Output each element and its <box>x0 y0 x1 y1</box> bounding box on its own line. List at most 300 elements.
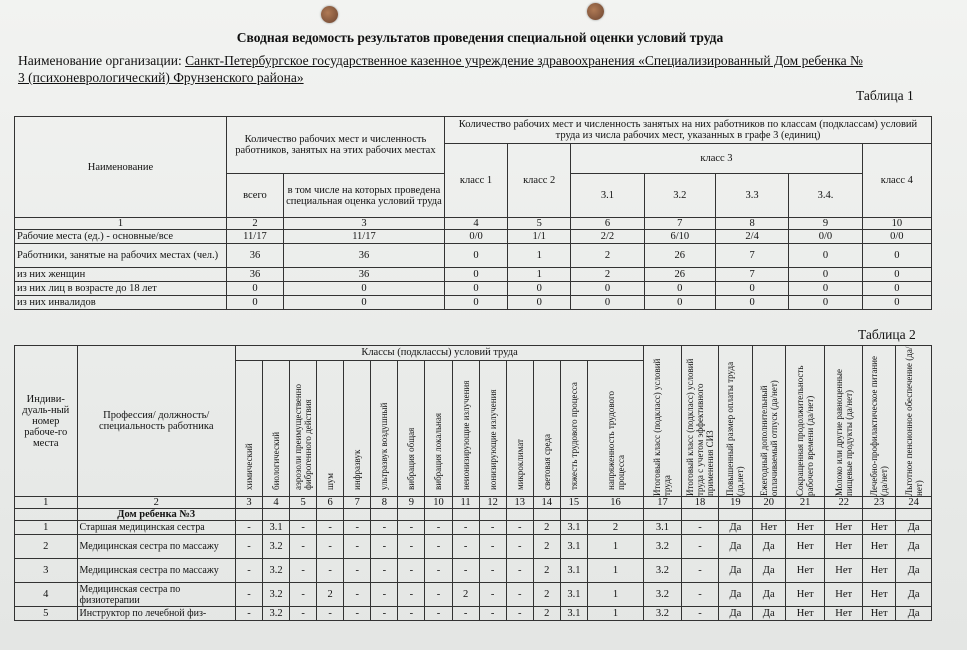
t2-col-number: 1 <box>15 497 78 509</box>
t2-cell: 3.2 <box>262 559 289 583</box>
t2-section-empty <box>317 509 344 521</box>
t2-section-empty <box>681 509 719 521</box>
org-name-2: 3 (психоневрологический) Фрунзенского района» <box>18 70 304 85</box>
t2-cell: Нет <box>825 607 863 621</box>
t2-cell: 2 <box>587 521 643 535</box>
t1-cell: 0 <box>644 296 715 310</box>
t2-cell: 2 <box>533 521 560 535</box>
t2-col-number: 22 <box>825 497 863 509</box>
t2-id-cell: 1 <box>15 521 78 535</box>
t2-cell: Да <box>719 521 752 535</box>
t2-cell: - <box>479 535 506 559</box>
t2-col-number: 14 <box>533 497 560 509</box>
t1-cell: 0 <box>508 282 571 296</box>
t2-cell: Нет <box>825 559 863 583</box>
t2-h-extra <box>681 346 719 497</box>
t2-h-profession: Профессия/ должность/ специальность работника <box>77 346 235 497</box>
t2-cell: Нет <box>785 583 825 607</box>
t2-section-empty <box>587 509 643 521</box>
t2-h-factor <box>317 360 344 496</box>
t1-cell: 1 <box>508 244 571 268</box>
t2-col-number: 10 <box>425 497 452 509</box>
t2-cell: Нет <box>862 535 895 559</box>
t2-col-number: 12 <box>479 497 506 509</box>
t1-cell: 0/0 <box>444 230 507 244</box>
t2-cell: - <box>398 521 425 535</box>
t1-row <box>15 282 932 296</box>
t2-section-empty <box>785 509 825 521</box>
t1-cell: 0 <box>789 268 862 282</box>
t2-cell: 1 <box>587 559 643 583</box>
t2-id-cell: 5 <box>15 607 78 621</box>
t1-cell: 2 <box>571 268 644 282</box>
t2-profession-cell: Старшая медицинская сестра <box>77 521 235 535</box>
t1-h-3-2: 3.2 <box>644 174 715 218</box>
t2-cell: - <box>681 607 719 621</box>
t2-cell: - <box>371 559 398 583</box>
t1-col-number: 4 <box>444 218 507 230</box>
t2-cell: 3.1 <box>560 521 587 535</box>
t2-h-factor-text: аэрозоли преимущественно фиброгенного действия <box>293 384 314 491</box>
t2-cell: Да <box>896 521 932 535</box>
organization-line <box>18 52 928 86</box>
t2-section-empty <box>452 509 479 521</box>
t2-h-factor-text: вибрация локальная <box>433 413 444 491</box>
t1-cell: 6/10 <box>644 230 715 244</box>
t2-col-number: 23 <box>862 497 895 509</box>
t2-section-empty <box>896 509 932 521</box>
binder-hole <box>587 3 604 20</box>
t2-col-number: 20 <box>752 497 785 509</box>
t1-cell: 2/2 <box>571 230 644 244</box>
t2-cell: Да <box>719 583 752 607</box>
t2-cell: - <box>506 583 533 607</box>
t2-cell: - <box>398 559 425 583</box>
t2-cell: Нет <box>862 559 895 583</box>
t2-h-extra <box>644 346 682 497</box>
t2-section-empty <box>262 509 289 521</box>
t2-h-factor-text: напряженность трудового процесса <box>605 391 626 491</box>
t1-h-total: всего <box>226 174 283 218</box>
t2-cell: - <box>681 559 719 583</box>
t2-h-extra-text: Льготное пенсионное обеспечение (да/нет) <box>903 346 924 496</box>
t2-row <box>15 521 932 535</box>
t2-section-empty <box>398 509 425 521</box>
t2-section-empty <box>560 509 587 521</box>
t2-cell: - <box>479 521 506 535</box>
t1-row-label: Работники, занятые на рабочих местах (чел.) <box>15 244 227 268</box>
t2-h-extra-text: Сокращенная продолжительность рабочего времени (да/нет) <box>795 365 816 496</box>
t1-col-number: 1 <box>15 218 227 230</box>
t2-col-number: 24 <box>896 497 932 509</box>
t2-cell: 2 <box>317 583 344 607</box>
t2-cell: Нет <box>862 521 895 535</box>
t2-cell: Да <box>719 559 752 583</box>
t2-h-extra <box>862 346 895 497</box>
summary-table-1 <box>14 116 932 310</box>
t2-row <box>15 583 932 607</box>
t2-cell: - <box>290 559 317 583</box>
t2-cell: Да <box>752 583 785 607</box>
t2-h-extra-text: Итоговый класс (подкласс) условий труда с учетом эффективного применения СИЗ <box>684 358 715 496</box>
t2-cell: - <box>344 521 371 535</box>
t2-cell: Да <box>752 535 785 559</box>
t1-cell: 0 <box>789 244 862 268</box>
t1-cell: 0 <box>715 296 788 310</box>
t2-row <box>15 607 932 621</box>
t2-cell: - <box>479 607 506 621</box>
t1-row-label: из них лиц в возрасте до 18 лет <box>15 282 227 296</box>
t2-col-number: 7 <box>344 497 371 509</box>
table2-label: Таблица 2 <box>858 327 916 342</box>
t1-row <box>15 296 932 310</box>
t1-cell: 0 <box>862 296 931 310</box>
t1-cell: 0 <box>283 282 444 296</box>
t2-section-empty <box>862 509 895 521</box>
t2-cell: Нет <box>862 607 895 621</box>
t2-cell: - <box>344 559 371 583</box>
t2-h-factor <box>506 360 533 496</box>
t2-cell: - <box>425 559 452 583</box>
t2-cell: 1 <box>587 583 643 607</box>
t2-col-number: 19 <box>719 497 752 509</box>
t2-cell: - <box>681 521 719 535</box>
t1-row-label: из них женщин <box>15 268 227 282</box>
t2-cell: 3.2 <box>644 559 682 583</box>
t2-section-empty <box>425 509 452 521</box>
t2-col-number: 17 <box>644 497 682 509</box>
t2-cell: - <box>425 521 452 535</box>
t2-col-number: 21 <box>785 497 825 509</box>
table1-label: Таблица 1 <box>856 88 914 103</box>
t2-h-extra <box>896 346 932 497</box>
t2-col-number: 11 <box>452 497 479 509</box>
t1-cell: 0 <box>226 282 283 296</box>
t2-cell: 3.1 <box>644 521 682 535</box>
t2-cell: - <box>371 535 398 559</box>
t2-cell: Нет <box>825 535 863 559</box>
t2-h-factor <box>452 360 479 496</box>
t1-cell: 0 <box>862 244 931 268</box>
t2-h-factor-text: световая среда <box>541 434 552 491</box>
t1-h-3-3: 3.3 <box>715 174 788 218</box>
t2-cell: 2 <box>452 583 479 607</box>
t1-col-number: 9 <box>789 218 862 230</box>
t2-cell: - <box>425 583 452 607</box>
t1-cell: 36 <box>226 268 283 282</box>
t2-cell: Нет <box>862 583 895 607</box>
t2-cell: - <box>479 583 506 607</box>
t1-h-3-1: 3.1 <box>571 174 644 218</box>
t2-cell: Нет <box>752 521 785 535</box>
t2-h-extra-text: Молоко или другие равноценные пищевые продукты (да/нет) <box>833 369 854 496</box>
t1-cell: 0 <box>571 296 644 310</box>
t2-col-number: 5 <box>290 497 317 509</box>
t2-h-extra-text: Повышенный размер оплаты труда (да,нет) <box>725 361 746 496</box>
t2-h-factor <box>587 360 643 496</box>
t1-h-3-4: 3.4. <box>789 174 862 218</box>
t2-col-number: 18 <box>681 497 719 509</box>
t2-h-factor <box>371 360 398 496</box>
t1-cell: 0 <box>789 296 862 310</box>
t2-section-empty <box>235 509 262 521</box>
t2-h-factor <box>533 360 560 496</box>
t2-cell: - <box>290 583 317 607</box>
t1-cell: 26 <box>644 244 715 268</box>
t2-cell: Да <box>896 583 932 607</box>
t2-section-empty <box>290 509 317 521</box>
t2-cell: 3.2 <box>262 535 289 559</box>
t1-col-number: 5 <box>508 218 571 230</box>
t2-cell: 3.2 <box>262 583 289 607</box>
t1-h-class4: класс 4 <box>862 144 931 218</box>
t1-cell: 0 <box>715 282 788 296</box>
t2-cell: Нет <box>825 521 863 535</box>
t2-row <box>15 559 932 583</box>
t1-cell: 0 <box>644 282 715 296</box>
t1-cell: 0 <box>571 282 644 296</box>
t2-cell: Нет <box>785 535 825 559</box>
t2-section-empty <box>479 509 506 521</box>
t2-h-factor <box>398 360 425 496</box>
t2-cell: - <box>235 521 262 535</box>
t1-cell: 0 <box>444 268 507 282</box>
t2-col-number: 8 <box>371 497 398 509</box>
t2-cell: Да <box>752 607 785 621</box>
t1-h-name: Наименование <box>15 117 227 218</box>
t1-h-assessed: в том числе на которых проведена специальная оценка условий труда <box>283 174 444 218</box>
t2-h-factor <box>262 360 289 496</box>
t2-cell: 2 <box>533 583 560 607</box>
t2-h-factor <box>344 360 371 496</box>
t2-col-number: 15 <box>560 497 587 509</box>
t1-cell: 2/4 <box>715 230 788 244</box>
t2-h-factor <box>235 360 262 496</box>
t2-cell: Да <box>896 535 932 559</box>
t2-h-factor <box>425 360 452 496</box>
t1-cell: 0 <box>444 282 507 296</box>
t2-section-empty <box>719 509 752 521</box>
t2-h-extra <box>785 346 825 497</box>
t2-cell: Нет <box>785 521 825 535</box>
t1-cell: 0 <box>862 268 931 282</box>
t1-cell: 36 <box>283 244 444 268</box>
t2-cell: - <box>317 535 344 559</box>
t2-h-id: Индиви-дуаль-ный номер рабоче-го места <box>15 346 78 497</box>
t2-cell: Да <box>896 607 932 621</box>
t1-cell: 0/0 <box>789 230 862 244</box>
org-name-1: Санкт-Петербургское государственное казенное учреждение здравоохранения «Специализированный Дом ребенка № <box>185 53 863 68</box>
t1-h-class3: класс 3 <box>571 144 862 174</box>
t2-h-factor-text: микроклимат <box>514 439 525 491</box>
t2-cell: - <box>398 535 425 559</box>
t1-cell: 0 <box>508 296 571 310</box>
t2-h-extra <box>825 346 863 497</box>
t2-col-number: 2 <box>77 497 235 509</box>
binder-hole <box>321 6 338 23</box>
t2-cell: - <box>317 607 344 621</box>
t1-cell: 0/0 <box>862 230 931 244</box>
t1-row <box>15 268 932 282</box>
t2-cell: Да <box>896 559 932 583</box>
t2-section-empty <box>344 509 371 521</box>
t2-cell: - <box>398 607 425 621</box>
t2-section-empty <box>371 509 398 521</box>
t2-cell: - <box>344 535 371 559</box>
t2-cell: - <box>479 559 506 583</box>
t2-cell: - <box>452 521 479 535</box>
t2-section-empty <box>15 509 78 521</box>
t2-cell: Да <box>752 559 785 583</box>
t2-h-extra-text: Ежегодный дополнительный оплачиваемый отпуск (да/нет) <box>758 380 779 496</box>
t2-profession-cell: Инструктор по лечебной физ- <box>77 607 235 621</box>
t2-cell: - <box>344 607 371 621</box>
t1-cell: 11/17 <box>283 230 444 244</box>
t1-row <box>15 244 932 268</box>
t1-cell: 1/1 <box>508 230 571 244</box>
t2-h-classes: Классы (подклассы) условий труда <box>235 346 643 361</box>
t2-cell: - <box>371 607 398 621</box>
t2-cell: - <box>371 583 398 607</box>
t1-cell: 26 <box>644 268 715 282</box>
t2-section-row <box>15 509 932 521</box>
t2-cell: 3.2 <box>644 583 682 607</box>
t1-cell: 0 <box>283 296 444 310</box>
t2-cell: - <box>398 583 425 607</box>
t1-cell: 0 <box>444 244 507 268</box>
t1-cell: 0 <box>862 282 931 296</box>
org-label: Наименование организации: <box>18 53 186 68</box>
t2-h-factor-text: ультразвук воздушный <box>379 403 390 491</box>
t2-profession-cell: Медицинская сестра по массажу <box>77 559 235 583</box>
t2-cell: - <box>506 607 533 621</box>
t2-col-number: 16 <box>587 497 643 509</box>
t2-col-number: 3 <box>235 497 262 509</box>
t2-id-cell: 2 <box>15 535 78 559</box>
t1-col-number: 8 <box>715 218 788 230</box>
t2-cell: - <box>506 559 533 583</box>
t2-cell: - <box>506 535 533 559</box>
t2-cell: - <box>452 535 479 559</box>
t2-cell: - <box>506 521 533 535</box>
t1-col-number: 3 <box>283 218 444 230</box>
t1-h-class2: класс 2 <box>508 144 571 218</box>
t2-cell: 3.2 <box>644 535 682 559</box>
t1-h-count: Количество рабочих мест и численность работников, занятых на этих рабочих местах <box>226 117 444 174</box>
t2-col-number: 4 <box>262 497 289 509</box>
t2-h-extra <box>719 346 752 497</box>
t1-cell: 1 <box>508 268 571 282</box>
t2-h-factor-text: вибрация общая <box>406 428 417 491</box>
t2-cell: Нет <box>785 607 825 621</box>
t2-h-extra <box>752 346 785 497</box>
t2-cell: 3.2 <box>644 607 682 621</box>
t2-section-empty <box>506 509 533 521</box>
t2-h-extra-text: Итоговый класс (подкласс) условий труда <box>652 358 673 496</box>
t2-cell: - <box>317 521 344 535</box>
t2-cell: - <box>235 583 262 607</box>
t1-row-label: Рабочие места (ед.) - основные/все <box>15 230 227 244</box>
t1-h-class1: класс 1 <box>444 144 507 218</box>
t2-section-empty <box>752 509 785 521</box>
t1-cell: 36 <box>226 244 283 268</box>
t2-cell: 3.1 <box>560 535 587 559</box>
t2-id-cell: 3 <box>15 559 78 583</box>
t1-cell: 7 <box>715 244 788 268</box>
t2-h-factor-text: неионизирующие излучения <box>460 381 471 491</box>
t2-col-number: 13 <box>506 497 533 509</box>
t1-col-number: 2 <box>226 218 283 230</box>
t2-cell: - <box>235 607 262 621</box>
t2-section-empty <box>825 509 863 521</box>
t2-h-factor-text: химический <box>243 443 254 491</box>
t2-cell: 3.1 <box>262 521 289 535</box>
t1-cell: 36 <box>283 268 444 282</box>
t2-h-factor-text: тяжесть трудового процесса <box>568 382 579 491</box>
t1-cell: 7 <box>715 268 788 282</box>
document-title: Сводная ведомость результатов проведения специальной оценки условий труда <box>236 30 724 45</box>
t1-cell: 2 <box>571 244 644 268</box>
t2-section-title: Дом ребенка №3 <box>77 509 235 521</box>
t2-row <box>15 535 932 559</box>
t2-h-factor <box>479 360 506 496</box>
t1-cell: 0 <box>226 296 283 310</box>
t2-section-empty <box>533 509 560 521</box>
t2-cell: - <box>452 559 479 583</box>
t2-id-cell: 4 <box>15 583 78 607</box>
t2-cell: - <box>452 607 479 621</box>
t1-cell: 0 <box>444 296 507 310</box>
t1-h-classes: Количество рабочих мест и численность занятых на них работников по классам (подклассам) условий труда из числа рабочих мест, указанных в графе 3 (единиц) <box>444 117 931 144</box>
t2-cell: - <box>344 583 371 607</box>
t1-row <box>15 230 932 244</box>
t2-cell: Да <box>719 535 752 559</box>
t2-cell: 3.1 <box>560 559 587 583</box>
t1-col-number: 6 <box>571 218 644 230</box>
t2-h-factor-text: ионизирующие излучения <box>487 389 498 491</box>
t2-cell: - <box>290 607 317 621</box>
t2-cell: 3.1 <box>560 607 587 621</box>
t2-col-number: 6 <box>317 497 344 509</box>
t2-cell: 2 <box>533 535 560 559</box>
t1-row-label: из них инвалидов <box>15 296 227 310</box>
t2-h-extra-text: Лечебно-профилактическое питание (да/нет) <box>869 356 890 496</box>
t2-cell: - <box>681 535 719 559</box>
t2-cell: 1 <box>587 607 643 621</box>
t2-h-factor-text: шум <box>325 473 336 491</box>
t1-col-number: 10 <box>862 218 931 230</box>
t2-cell: Да <box>719 607 752 621</box>
t2-cell: - <box>290 535 317 559</box>
t1-col-number: 7 <box>644 218 715 230</box>
t1-cell: 11/17 <box>226 230 283 244</box>
t2-cell: 2 <box>533 607 560 621</box>
t2-h-factor-text: инфразвук <box>352 450 363 491</box>
summary-table-2 <box>14 345 932 621</box>
t2-profession-cell: Медицинская сестра по массажу <box>77 535 235 559</box>
t2-cell: - <box>425 535 452 559</box>
t2-cell: - <box>235 535 262 559</box>
t2-col-number: 9 <box>398 497 425 509</box>
t2-cell: - <box>371 521 398 535</box>
t2-cell: - <box>290 521 317 535</box>
t2-cell: Нет <box>785 559 825 583</box>
t1-cell: 0 <box>789 282 862 296</box>
t2-cell: 3.1 <box>560 583 587 607</box>
t2-cell: 3.2 <box>262 607 289 621</box>
t2-cell: 2 <box>533 559 560 583</box>
t2-cell: - <box>235 559 262 583</box>
